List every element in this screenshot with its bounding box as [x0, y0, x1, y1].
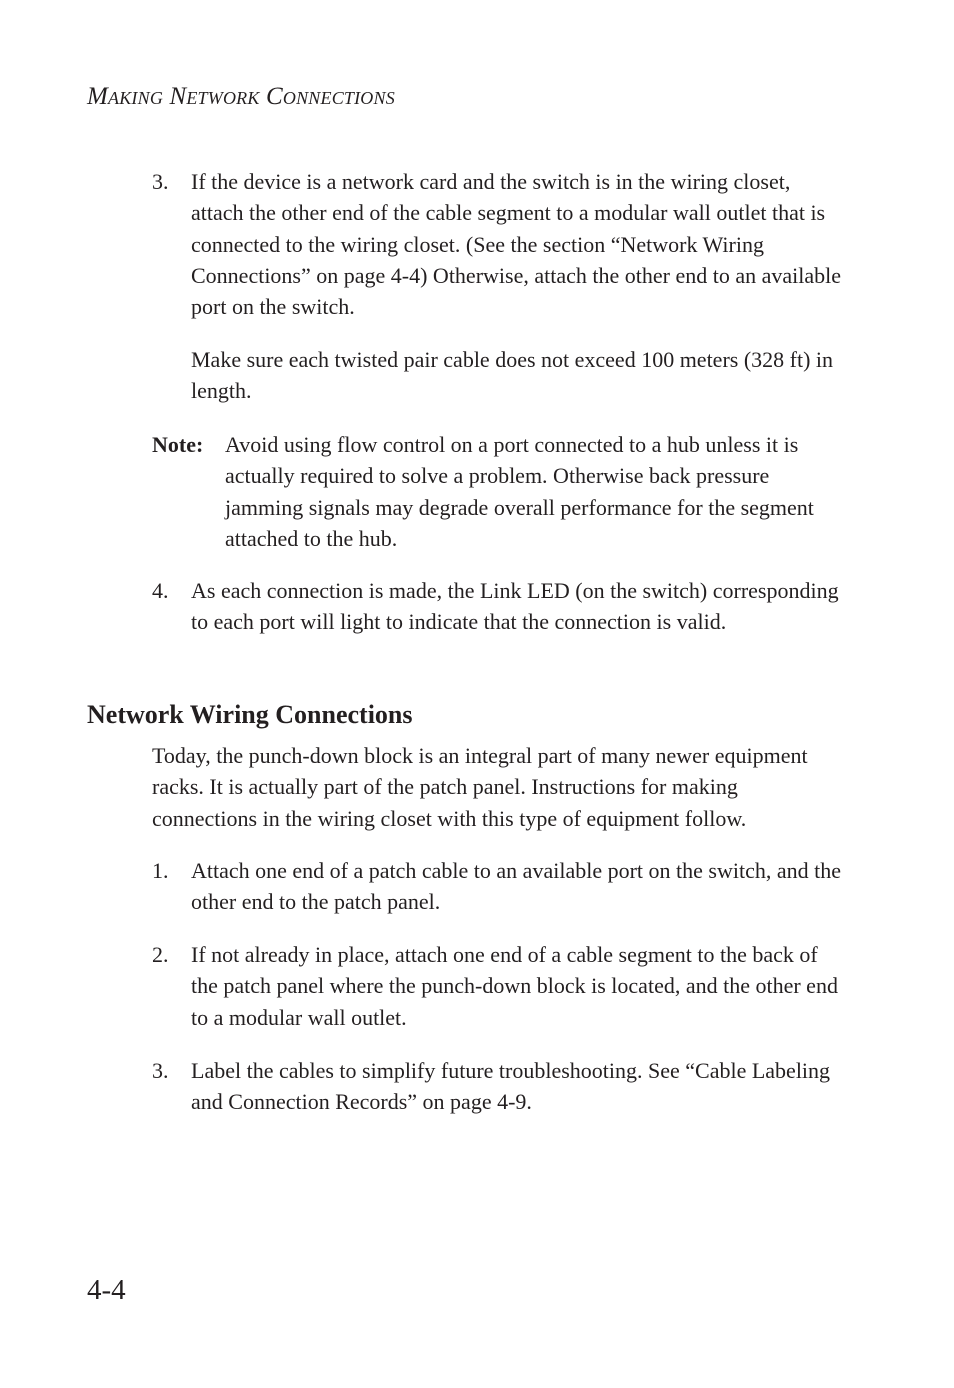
list-item-number: 3.	[152, 1058, 169, 1083]
header-smallcaps: ETWORK	[186, 88, 260, 108]
list-item-step-3	[152, 166, 852, 322]
list-item-section-step-2	[152, 939, 852, 1033]
header-smallcaps: AKING	[108, 88, 164, 108]
list-item-text: Attach one end of a patch cable to an available port on the switch, and the other end to the patch panel.	[191, 858, 841, 915]
list-item-step-4	[152, 575, 852, 638]
list-item-number: 3.	[152, 169, 169, 194]
note-label: Note:	[152, 432, 204, 457]
header-smallcaps: ONNECTIONS	[282, 88, 395, 108]
list-item-number: 1.	[152, 858, 169, 883]
header-cap: M	[87, 83, 109, 110]
length-note-paragraph: Make sure each twisted pair cable does not exceed 100 meters (328 ft) in length.	[191, 347, 834, 404]
list-item-text: As each connection is made, the Link LED (on the switch) corresponding to each port will light to indicate that the connection is valid.	[191, 578, 839, 635]
list-item-text: If not already in place, attach one end of a cable segment to the back of the patch panel where the punch-down block is located, and the other end to a modular wall outlet.	[191, 942, 838, 1030]
list-item-section-step-3	[152, 1055, 852, 1118]
note-text: Avoid using flow control on a port connected to a hub unless it is actually required to solve a problem. Otherwise back pressure jamming signals may degrade overall performance for the segment attached to the hub.	[225, 432, 814, 551]
list-item-text: If the device is a network card and the switch is in the wiring closet, attach the other end of the cable segment to a modular wall outlet that is connected to the wiring closet. (See the section “Network Wiring Connections” on page 4-4) Otherwise, attach the other end to an available port on the switch.	[191, 169, 841, 320]
page-number: 4-4	[87, 1274, 126, 1306]
header-cap: C	[259, 83, 283, 110]
list-item-section-step-1	[152, 855, 852, 918]
section-heading: Network Wiring Connections	[87, 700, 413, 729]
section-intro-paragraph: Today, the punch-down block is an integral part of many newer equipment racks. It is actually part of the patch panel. Instructions for making connections in the wiring closet with this type of equipment follow.	[152, 743, 808, 831]
list-item-text: Label the cables to simplify future troubleshooting. See “Cable Labeling and Connection Records” on page 4-9.	[191, 1058, 831, 1115]
list-item-number: 4.	[152, 578, 169, 603]
running-header	[87, 82, 395, 113]
header-cap: N	[163, 83, 187, 110]
list-item-number: 2.	[152, 942, 169, 967]
note-block	[152, 429, 852, 554]
